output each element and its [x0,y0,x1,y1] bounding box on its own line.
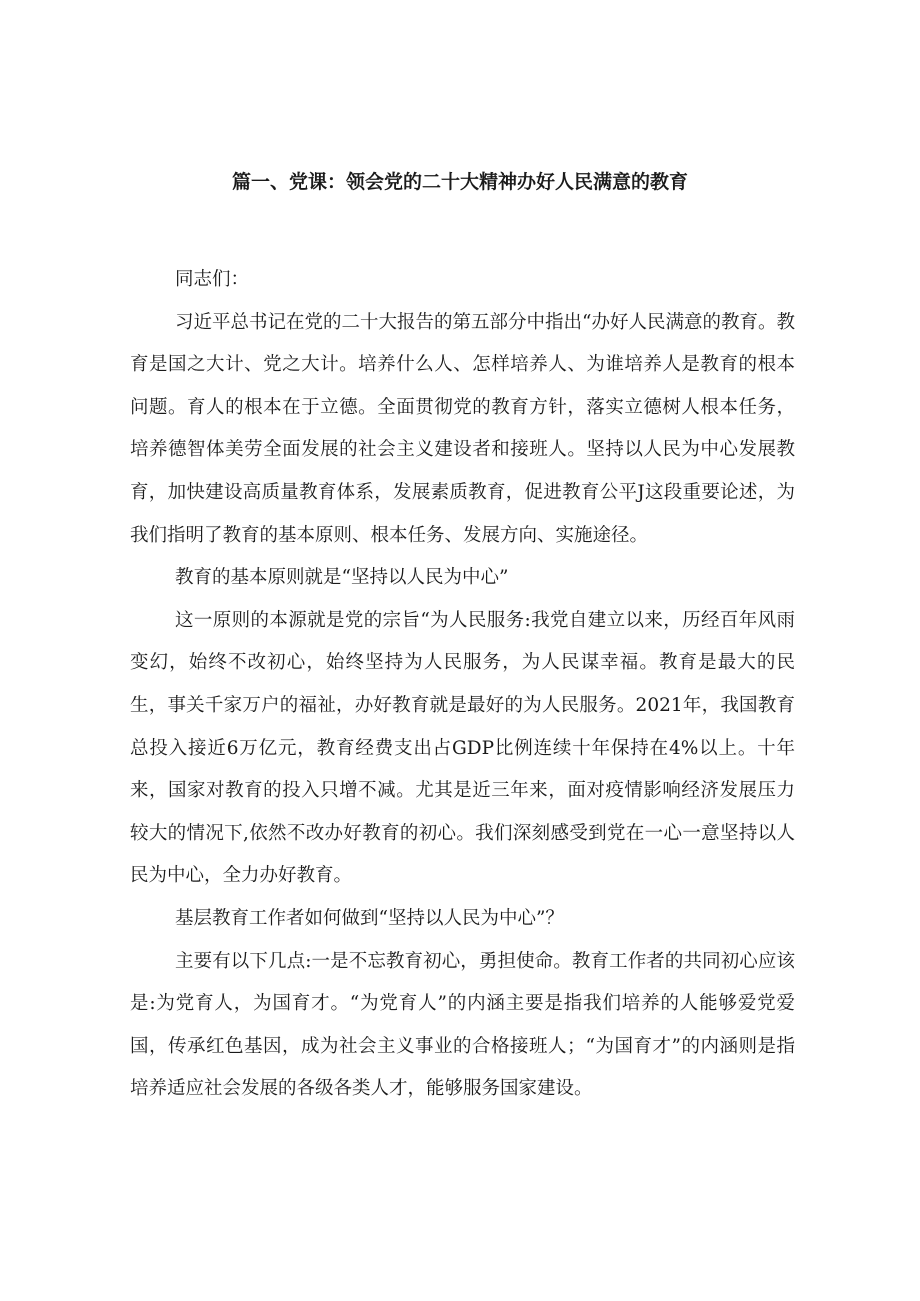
paragraph: 习近平总书记在党的二十大报告的第五部分中指出“办好人民满意的教育。教育是国之大计、党之大计。培养什么人、怎样培养人、为谁培养人是教育的根本问题。育人的根本在于立德。全面贯彻党的教育方针，落实立德树人根本任务，培养德智体美劳全面发展的社会主义建设者和接班人。坚持以人民为中心发展教育，加快建设高质量教育体系，发展素质教育，促进教育公平J这段重要论述，为我们指明了教育的基本原则、根本任务、发展方向、实施途径。 [130,311,795,546]
section-question: 基层教育工作者如何做到“坚持以人民为中心”？ [175,907,564,929]
document-body [130,259,795,1111]
section-heading: 教育的基本原则就是“坚持以人民为中心” [175,567,509,589]
paragraph: 这一原则的本源就是党的宗旨“为人民服务:我党自建立以来，历经百年风雨变幻，始终不改初心，始终坚持为人民服务，为人民谋幸福。教育是最大的民生，事关千家万户的福祉，办好教育就是最好的为人民服务。2021年，我国教育总投入接近6万亿元，教育经费支出占GDP比例连续十年保持在4%以上。十年来，国家对教育的投入只增不减。尤其是近三年来，面对疫情影响经济发展压力较大的情况下,依然不改办好教育的初心。我们深刻感受到党在一心一意坚持以人民为中心，全力办好教育。 [130,609,795,887]
greeting: 同志们： [175,269,250,290]
paragraph: 主要有以下几点:一是不忘教育初心，勇担使命。教育工作者的共同初心应该是:为党育人，为国育才。“为党育人”的内涵主要是指我们培养的人能够爱党爱国，传承红色基因，成为社会主义事业的合格接班人；“为国育才”的内涵则是指培养适应社会发展的各级各类人才，能够服务国家建设。 [130,950,795,1100]
document-title: 篇一、党课：领会党的二十大精神办好人民满意的教育 [231,171,688,193]
